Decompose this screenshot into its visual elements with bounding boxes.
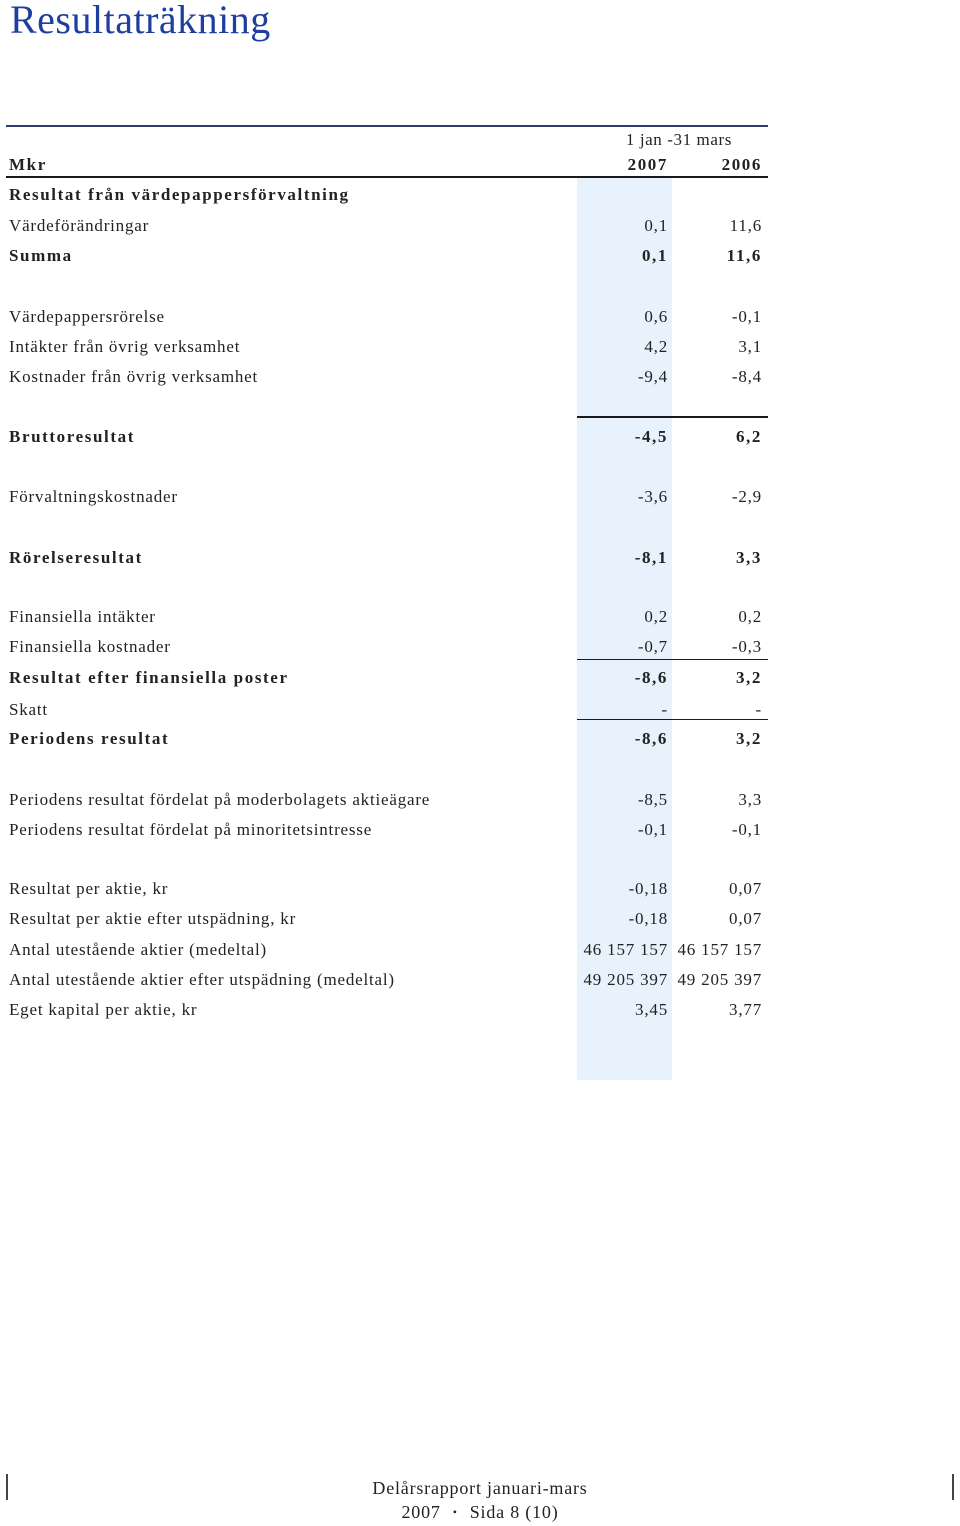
row-value-2006: 11,6 xyxy=(729,216,762,235)
row-value-2006: 6,2 xyxy=(735,427,762,446)
table-row xyxy=(0,818,960,842)
subtotal-rule xyxy=(577,659,768,660)
row-label: Periodens resultat fördelat på moderbolagets aktieägare xyxy=(9,790,431,809)
row-value-2006: - xyxy=(755,700,762,719)
row-value-2007: -8,1 xyxy=(634,548,668,567)
footer-page-info xyxy=(0,1502,960,1523)
table-row xyxy=(0,605,960,629)
row-value-2006: 3,3 xyxy=(738,790,762,809)
row-value-2006: -2,9 xyxy=(731,487,762,506)
footer-year: 2007 xyxy=(401,1502,441,1522)
row-value-2006: 3,77 xyxy=(729,1000,762,1019)
row-value-2006: -8,4 xyxy=(731,367,762,386)
row-label: Resultat från värdepappersförvaltning xyxy=(9,185,350,204)
subtotal-rule xyxy=(577,416,768,418)
row-value-2006: -0,3 xyxy=(731,637,762,656)
row-label: Förvaltningskostnader xyxy=(9,487,178,506)
row-value-2006: -0,1 xyxy=(731,307,762,326)
column-header-row xyxy=(0,153,960,177)
row-value-2007: -3,6 xyxy=(637,487,668,506)
row-value-2007: 4,2 xyxy=(644,337,668,356)
table-row xyxy=(0,788,960,812)
row-label: Periodens resultat fördelat på minoritetsintresse xyxy=(9,820,373,839)
column-header-2007: 2007 xyxy=(627,155,668,174)
period-header: 1 jan -31 mars xyxy=(625,130,732,149)
row-value-2006: 3,2 xyxy=(735,729,762,748)
row-value-2006: 3,1 xyxy=(738,337,762,356)
unit-label: Mkr xyxy=(9,155,47,174)
row-label: Rörelseresultat xyxy=(9,548,143,567)
table-row xyxy=(0,907,960,931)
row-value-2007: -0,7 xyxy=(637,637,668,656)
table-row xyxy=(0,335,960,359)
row-value-2007: -0,1 xyxy=(637,820,668,839)
row-label: Kostnader från övrig verksamhet xyxy=(9,367,259,386)
table-row xyxy=(0,546,960,570)
table-row xyxy=(0,635,960,659)
table-row xyxy=(0,485,960,509)
header-rule xyxy=(6,176,768,178)
table-row xyxy=(0,877,960,901)
row-value-2007: - xyxy=(661,700,668,719)
table-row xyxy=(0,666,960,690)
row-label: Resultat per aktie efter utspädning, kr xyxy=(9,909,297,928)
table-row xyxy=(0,938,960,962)
row-value-2006: 0,07 xyxy=(729,879,762,898)
row-label: Bruttoresultat xyxy=(9,427,135,446)
table-row xyxy=(0,183,960,207)
row-label: Resultat efter finansiella poster xyxy=(9,668,289,687)
row-value-2007: -8,6 xyxy=(634,729,668,748)
subtotal-rule xyxy=(577,719,768,720)
row-value-2007: 46 157 157 xyxy=(583,940,668,959)
row-label: Periodens resultat xyxy=(9,729,170,748)
table-row xyxy=(0,425,960,449)
row-value-2006: 0,2 xyxy=(738,607,762,626)
row-label: Eget kapital per aktie, kr xyxy=(9,1000,198,1019)
row-value-2007: 0,6 xyxy=(644,307,668,326)
row-value-2007: -8,5 xyxy=(637,790,668,809)
row-label: Skatt xyxy=(9,700,48,719)
row-value-2007: 49 205 397 xyxy=(583,970,668,989)
row-value-2007: 0,1 xyxy=(641,246,668,265)
footer-bullet: • xyxy=(452,1505,458,1519)
row-label: Antal utestående aktier efter utspädning (medeltal) xyxy=(9,970,395,989)
row-value-2007: -0,18 xyxy=(628,909,668,928)
row-value-2007: -0,18 xyxy=(628,879,668,898)
table-row xyxy=(0,305,960,329)
row-value-2006: 3,3 xyxy=(735,548,762,567)
column-header-2006: 2006 xyxy=(721,155,762,174)
row-label: Värdeförändringar xyxy=(9,216,150,235)
row-label: Finansiella intäkter xyxy=(9,607,156,626)
table-row xyxy=(0,214,960,238)
page-title: Resultaträkning xyxy=(10,0,271,42)
row-label: Värdepappersrörelse xyxy=(9,307,165,326)
table-row xyxy=(0,365,960,389)
row-label: Resultat per aktie, kr xyxy=(9,879,169,898)
row-value-2006: 3,2 xyxy=(735,668,762,687)
table-top-rule xyxy=(6,125,768,127)
row-value-2007: 0,2 xyxy=(644,607,668,626)
row-label: Antal utestående aktier (medeltal) xyxy=(9,940,268,959)
footer-page-number: Sida 8 (10) xyxy=(469,1502,559,1522)
table-row xyxy=(0,244,960,268)
row-value-2006: -0,1 xyxy=(731,820,762,839)
row-value-2006: 11,6 xyxy=(726,246,762,265)
row-value-2007: -9,4 xyxy=(637,367,668,386)
table-row xyxy=(0,698,960,722)
footer-report-title: Delårsrapport januari-mars xyxy=(372,1478,588,1498)
table-row xyxy=(0,968,960,992)
row-value-2007: -8,6 xyxy=(634,668,668,687)
row-label: Intäkter från övrig verksamhet xyxy=(9,337,241,356)
row-value-2007: 3,45 xyxy=(635,1000,668,1019)
row-value-2006: 46 157 157 xyxy=(677,940,762,959)
table-row xyxy=(0,998,960,1022)
row-value-2007: 0,1 xyxy=(644,216,668,235)
row-value-2006: 49 205 397 xyxy=(677,970,762,989)
table-row xyxy=(0,727,960,751)
row-label: Summa xyxy=(9,246,73,265)
row-value-2007: -4,5 xyxy=(634,427,668,446)
row-label: Finansiella kostnader xyxy=(9,637,171,656)
row-value-2006: 0,07 xyxy=(729,909,762,928)
